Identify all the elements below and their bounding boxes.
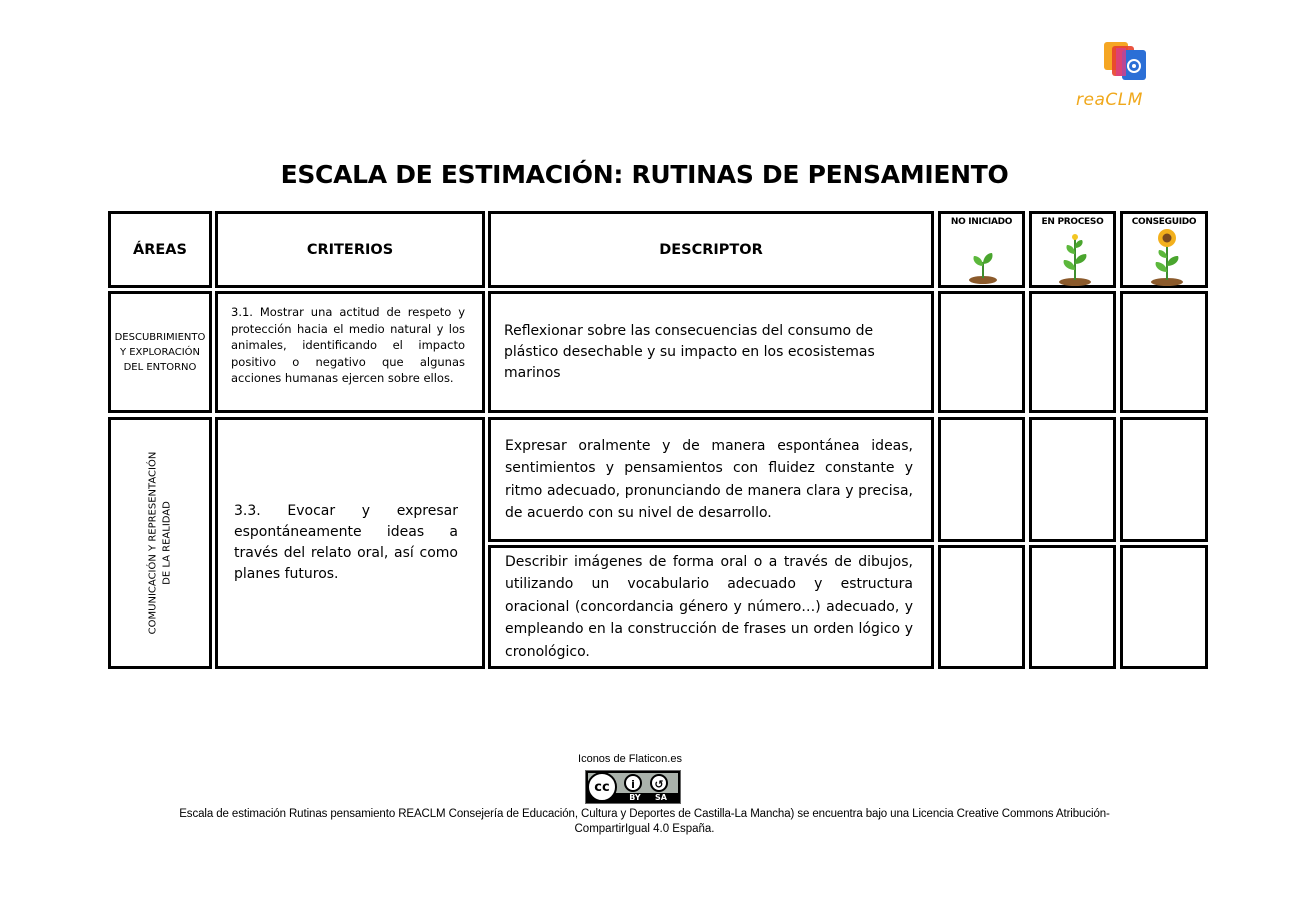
header-descriptor: DESCRIPTOR — [488, 211, 934, 288]
cell-conseguido[interactable] — [1120, 291, 1208, 413]
area-line: DESCUBRIMIENTO — [114, 331, 206, 343]
area-line: Y EXPLORACIÓN — [119, 346, 201, 358]
cc-icon — [587, 772, 617, 802]
sprout-icon — [966, 242, 1000, 284]
cell-no-iniciado[interactable] — [938, 417, 1025, 542]
descriptor-plastico: Reflexionar sobre las consecuencias del consumo de plástico desechable y su impacto en los ecosistemas marinos — [488, 291, 934, 413]
area-line: DE LA REALIDAD — [161, 501, 172, 585]
page-title: ESCALA DE ESTIMACIÓN: RUTINAS DE PENSAMIENTO — [280, 160, 1009, 189]
level-label: NO INICIADO — [950, 217, 1013, 227]
header-criterios: CRITERIOS — [215, 211, 485, 288]
header-areas: ÁREAS — [108, 211, 212, 288]
cell-conseguido[interactable] — [1120, 545, 1208, 669]
header-en-proceso — [1029, 211, 1116, 288]
license-line-2: CompartirIgual 4.0 España. — [574, 823, 715, 835]
area-comunicacion — [108, 417, 212, 669]
area-line: DEL ENTORNO — [123, 361, 197, 373]
cell-en-proceso[interactable] — [1029, 291, 1116, 413]
icons-credit: Iconos de Flaticon.es — [578, 753, 682, 765]
cc-license-badge[interactable] — [585, 770, 681, 804]
by-label: BY — [629, 793, 641, 802]
sunflower-icon — [1148, 228, 1186, 286]
license-line-1: Escala de estimación Rutinas pensamiento REACLM Consejería de Educación, Cultura y Deportes de Castilla-La Mancha) se encuentra bajo una Licencia Creative Commons Atribución- — [179, 808, 1110, 820]
sa-icon: ↺ — [650, 774, 668, 792]
cell-conseguido[interactable] — [1120, 417, 1208, 542]
reaclm-logo — [1070, 38, 1180, 114]
reaclm-brand-text: reaCLM — [1076, 90, 1143, 110]
level-label: CONSEGUIDO — [1131, 217, 1197, 227]
descriptor-describir: Describir imágenes de forma oral o a través de dibujos, utilizando un vocabulario adecuado y estructura oracional (concordancia género y número…) adecuado, y empleando en la construcción de frases un orden lógico y cronológico. — [488, 545, 934, 669]
cc-label: cc — [594, 779, 610, 795]
cell-en-proceso[interactable] — [1029, 417, 1116, 542]
area-descubrimiento — [108, 291, 212, 413]
criterio-3-3: 3.3. Evocar y expresar espontáneamente ideas a través del relato oral, así como planes futuros. — [215, 417, 485, 669]
header-conseguido — [1120, 211, 1208, 288]
cell-no-iniciado[interactable] — [938, 291, 1025, 413]
level-label: EN PROCESO — [1041, 217, 1104, 227]
reaclm-logo-mark — [1070, 38, 1180, 86]
sa-label: SA — [655, 793, 667, 802]
by-icon: i — [624, 774, 642, 792]
cell-en-proceso[interactable] — [1029, 545, 1116, 669]
growing-plant-icon — [1056, 232, 1094, 286]
criterio-3-1: 3.1. Mostrar una actitud de respeto y protección hacia el medio natural y los animales, identificando el impacto positivo o negativo que algunas acciones humanas ejercen sobre ellos. — [215, 291, 485, 413]
area-line: COMUNICACIÓN Y REPRESENTACIÓN — [147, 451, 158, 635]
descriptor-expresar: Expresar oralmente y de manera espontánea ideas, sentimientos y pensamientos con fluidez constante y ritmo adecuado, pronunciando de manera clara y precisa, de acuerdo con su nivel de desarrollo. — [488, 417, 934, 542]
cell-no-iniciado[interactable] — [938, 545, 1025, 669]
header-no-iniciado — [938, 211, 1025, 288]
